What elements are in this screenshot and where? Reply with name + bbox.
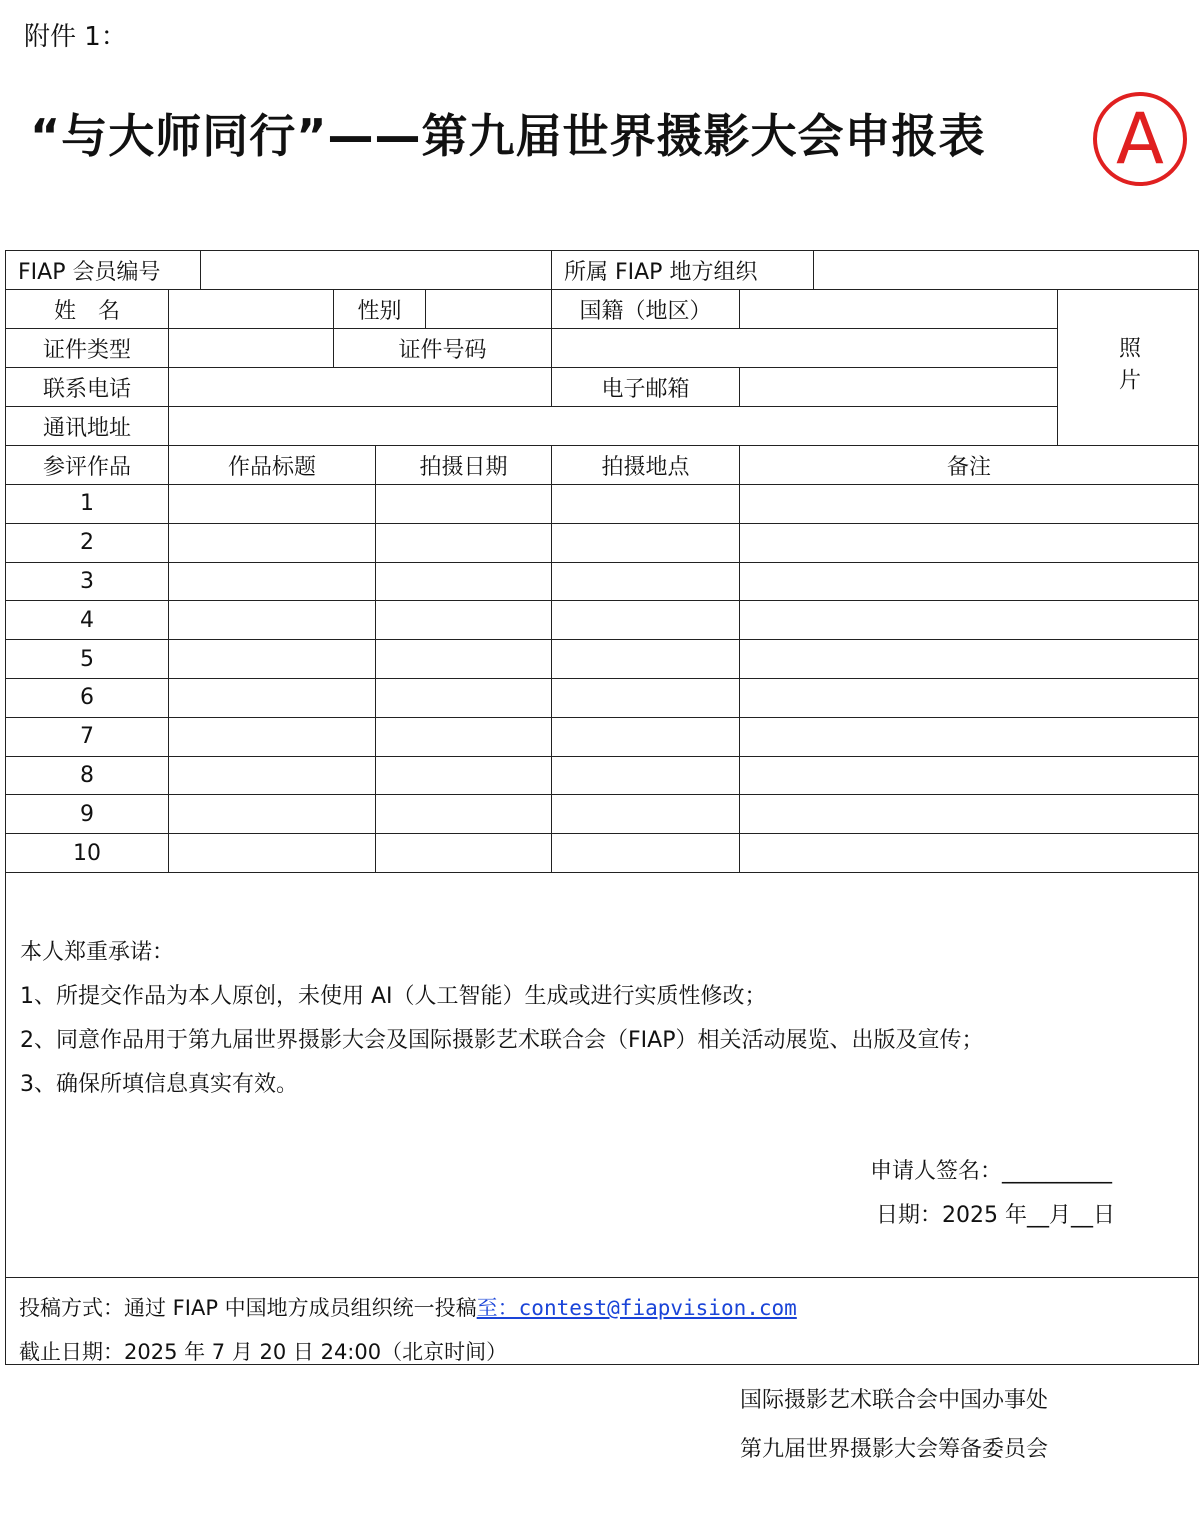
id-no-label: 证件号码 <box>334 329 552 368</box>
works-location-cell[interactable] <box>552 563 740 602</box>
phone-field[interactable] <box>169 368 552 407</box>
works-row-number: 8 <box>6 757 169 796</box>
email-field[interactable] <box>740 368 1058 407</box>
photo-box[interactable] <box>1058 290 1198 446</box>
works-row-number: 6 <box>6 679 169 718</box>
works-row-number: 7 <box>6 718 169 757</box>
works-location-cell[interactable] <box>552 834 740 873</box>
works-location-cell[interactable] <box>552 640 740 679</box>
date-field[interactable]: 日期：2025 年__月__日 <box>876 1203 1115 1228</box>
works-title-cell[interactable] <box>169 563 376 602</box>
works-row-number: 5 <box>6 640 169 679</box>
works-header-title: 作品标题 <box>169 446 376 485</box>
works-remarks-cell[interactable] <box>740 757 1198 796</box>
nationality-label: 国籍（地区） <box>552 290 740 329</box>
works-row-number: 4 <box>6 601 169 640</box>
works-date-cell[interactable] <box>376 679 552 718</box>
pledge-heading: 本人郑重承诺： <box>20 940 175 965</box>
works-remarks-cell[interactable] <box>740 718 1198 757</box>
works-header-entry: 参评作品 <box>6 446 169 485</box>
works-remarks-cell[interactable] <box>740 563 1198 602</box>
attachment-label: 附件 1： <box>24 22 127 52</box>
fiap-org-label: 所属 FIAP 地方组织 <box>552 251 814 290</box>
gender-field[interactable] <box>426 290 552 329</box>
name-label: 姓 名 <box>6 290 169 329</box>
name-field[interactable] <box>169 290 334 329</box>
works-date-cell[interactable] <box>376 601 552 640</box>
works-remarks-cell[interactable] <box>740 834 1198 873</box>
works-date-cell[interactable] <box>376 524 552 563</box>
works-row-number: 1 <box>6 485 169 524</box>
works-title-cell[interactable] <box>169 485 376 524</box>
organizer-2: 第九届世界摄影大会筹备委员会 <box>740 1437 1049 1462</box>
works-date-cell[interactable] <box>376 795 552 834</box>
application-form <box>5 250 1199 1365</box>
fiap-member-no-field[interactable] <box>201 251 552 290</box>
gender-label: 性别 <box>334 290 426 329</box>
address-field[interactable] <box>169 407 1058 446</box>
works-remarks-cell[interactable] <box>740 524 1198 563</box>
works-title-cell[interactable] <box>169 718 376 757</box>
works-title-cell[interactable] <box>169 601 376 640</box>
works-row-number: 10 <box>6 834 169 873</box>
works-location-cell[interactable] <box>552 485 740 524</box>
works-remarks-cell[interactable] <box>740 640 1198 679</box>
photo-label: 照片 <box>1115 335 1141 400</box>
works-date-cell[interactable] <box>376 563 552 602</box>
pledge-item: 1、所提交作品为本人原创，未使用 AI（人工智能）生成或进行实质性修改； <box>20 984 767 1009</box>
nationality-field[interactable] <box>740 290 1058 329</box>
works-row-number: 2 <box>6 524 169 563</box>
works-header-date: 拍摄日期 <box>376 446 552 485</box>
works-remarks-cell[interactable] <box>740 795 1198 834</box>
works-location-cell[interactable] <box>552 679 740 718</box>
id-type-field[interactable] <box>169 329 334 368</box>
works-remarks-cell[interactable] <box>740 485 1198 524</box>
works-location-cell[interactable] <box>552 795 740 834</box>
page-title: “与大师同行”——第九届世界摄影大会申报表 <box>30 109 986 163</box>
works-location-cell[interactable] <box>552 718 740 757</box>
works-title-cell[interactable] <box>169 679 376 718</box>
works-title-cell[interactable] <box>169 524 376 563</box>
works-location-cell[interactable] <box>552 757 740 796</box>
works-date-cell[interactable] <box>376 757 552 796</box>
works-date-cell[interactable] <box>376 718 552 757</box>
works-location-cell[interactable] <box>552 601 740 640</box>
works-date-cell[interactable] <box>376 640 552 679</box>
pledge-item: 3、确保所填信息真实有效。 <box>20 1072 298 1097</box>
pledge-section <box>20 931 983 1107</box>
phone-label: 联系电话 <box>6 368 169 407</box>
id-type-label: 证件类型 <box>6 329 169 368</box>
works-title-cell[interactable] <box>169 834 376 873</box>
stamp-a-icon: A <box>1093 92 1187 186</box>
works-title-cell[interactable] <box>169 795 376 834</box>
fiap-org-field[interactable] <box>814 251 1198 290</box>
email-label: 电子邮箱 <box>552 368 740 407</box>
pledge-item: 2、同意作品用于第九届世界摄影大会及国际摄影艺术联合会（FIAP）相关活动展览、出版及宣传； <box>20 1028 984 1053</box>
organizer-1: 国际摄影艺术联合会中国办事处 <box>740 1388 1049 1413</box>
signature-field[interactable]: 申请人签名：__________ <box>870 1159 1113 1184</box>
works-date-cell[interactable] <box>376 834 552 873</box>
works-remarks-cell[interactable] <box>740 679 1198 718</box>
works-title-cell[interactable] <box>169 640 376 679</box>
works-header-location: 拍摄地点 <box>552 446 740 485</box>
id-no-field[interactable] <box>552 329 1058 368</box>
address-label: 通讯地址 <box>6 407 169 446</box>
works-title-cell[interactable] <box>169 757 376 796</box>
works-location-cell[interactable] <box>552 524 740 563</box>
works-remarks-cell[interactable] <box>740 601 1198 640</box>
works-row-number: 3 <box>6 563 169 602</box>
submission-method-text: 投稿方式：通过 FIAP 中国地方成员组织统一投稿 <box>19 1296 477 1320</box>
works-date-cell[interactable] <box>376 485 552 524</box>
submission-method <box>19 1292 797 1322</box>
submission-section <box>6 1277 1198 1366</box>
fiap-member-no-label: FIAP 会员编号 <box>6 251 201 290</box>
works-row-number: 9 <box>6 795 169 834</box>
submission-deadline: 截止日期：2025 年 7 月 20 日 24:00（北京时间） <box>19 1340 508 1364</box>
works-header-remarks: 备注 <box>740 446 1198 485</box>
submission-email-link[interactable]: 至：contest@fiapvision.com <box>476 1296 797 1320</box>
